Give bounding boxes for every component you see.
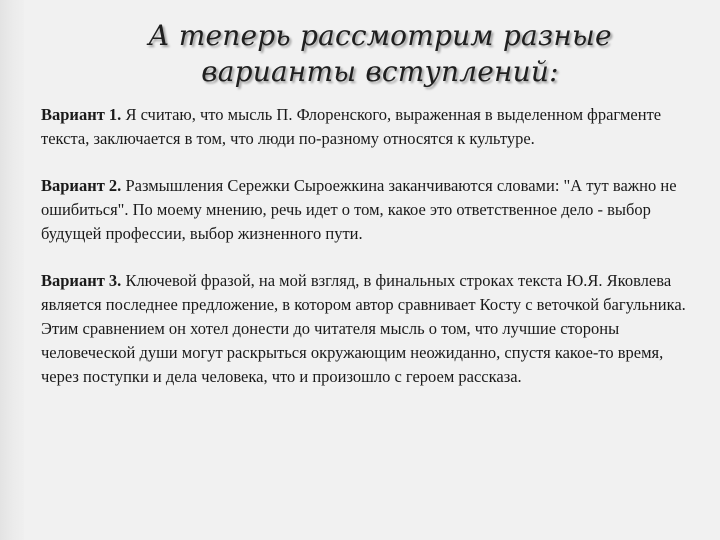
variant-3-paragraph bbox=[41, 269, 691, 389]
slide-title-line-2: варианты вступлений: bbox=[201, 55, 559, 88]
variant-1-lead: Вариант 1. bbox=[41, 105, 122, 124]
variant-3-lead: Вариант 3. bbox=[41, 271, 122, 290]
slide-content bbox=[41, 103, 691, 412]
variant-2-paragraph bbox=[41, 174, 691, 246]
variant-2-text: Размышления Сережки Сыроежкина заканчиваются словами: "А тут важно не ошибиться". По моему мнению, речь идет о том, какое это ответственное дело - выбор будущей профессии, выбор жизненного пути. bbox=[41, 176, 677, 243]
variant-2-lead: Вариант 2. bbox=[41, 176, 122, 195]
variant-3-text: Ключевой фразой, на мой взгляд, в финальных строках текста Ю.Я. Яковлева является последнее предложение, в котором автор сравнивает Косту с веточкой багульника. Этим сравнением он хотел донести до читателя мысль о том, что лучшие стороны человеческой души могут раскрыться окружающим неожиданно, спустя какое-то время, через поступки и дела человека, что и произошло с героем рассказа. bbox=[41, 271, 686, 386]
variant-1-text: Я считаю, что мысль П. Флоренского, выраженная в выделенном фрагменте текста, заключается в том, что люди по-разному относятся к культуре. bbox=[41, 105, 662, 148]
variant-1-paragraph bbox=[41, 103, 691, 151]
slide-title bbox=[60, 18, 700, 90]
decorative-side-bar bbox=[0, 0, 24, 540]
slide-title-line-1: А теперь рассмотрим разные bbox=[148, 19, 612, 52]
